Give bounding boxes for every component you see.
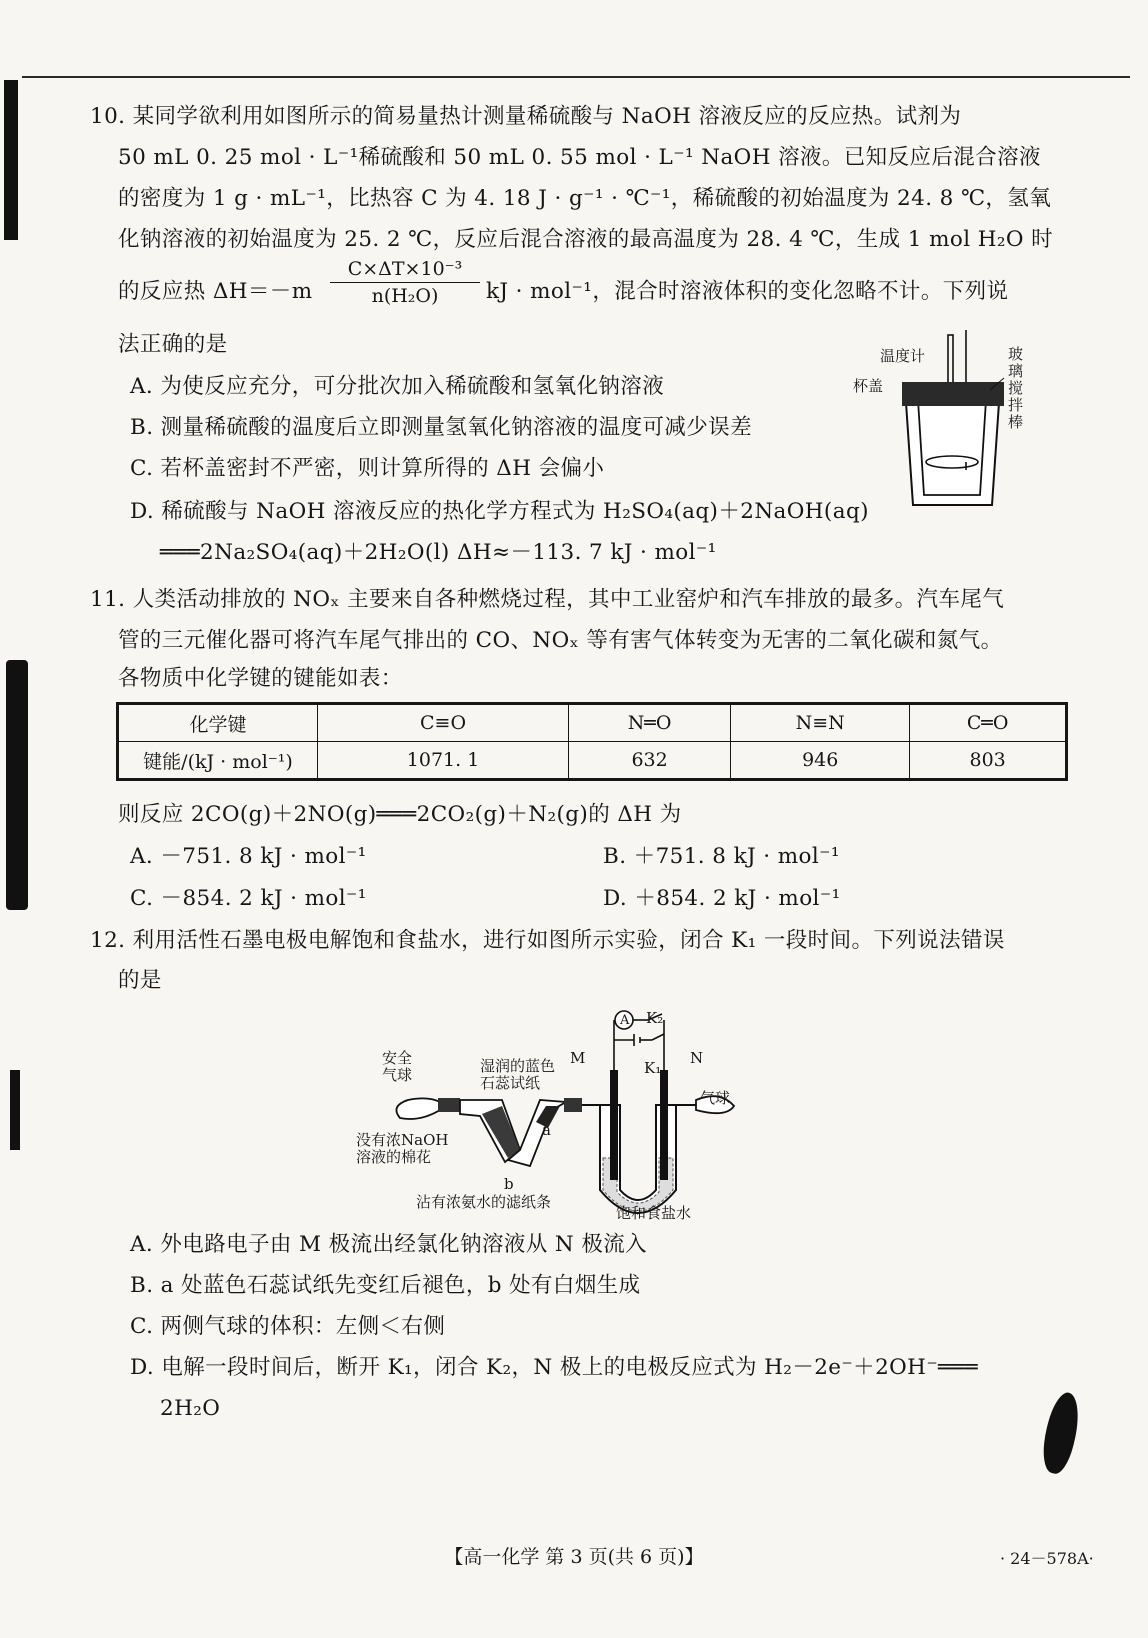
- safety-balloon-label: 安全气球: [382, 1049, 413, 1084]
- switch-k2-label: K₂: [646, 1009, 664, 1027]
- scan-edge-mark-lower: [10, 1070, 20, 1150]
- q10-option-b: B. 测量稀硫酸的温度后立即测量氢氧化钠溶液的温度可减少误差: [130, 415, 752, 440]
- electrolysis-drawing: [390, 1010, 750, 1220]
- q10-formula-numerator: C×ΔT×10⁻³: [347, 258, 463, 280]
- scan-edge-mark-middle: [6, 660, 28, 910]
- q11-option-d: D. ＋854. 2 kJ · mol⁻¹: [603, 886, 841, 911]
- row-label-cell: 键能/(kJ · mol⁻¹): [119, 742, 318, 779]
- value-cell: 632: [569, 742, 731, 779]
- label-b: b: [504, 1175, 514, 1193]
- value-cell: 803: [910, 742, 1066, 779]
- q11-option-b: B. ＋751. 8 kJ · mol⁻¹: [603, 844, 840, 869]
- page-footer: 【高一化学 第 3 页(共 6 页)】: [444, 1546, 704, 1568]
- stirrer-label: 玻璃搅拌棒: [1008, 345, 1024, 431]
- bond-energy-table: [118, 704, 1066, 779]
- label-a: a: [542, 1121, 551, 1139]
- q11-line-2: 管的三元催化器可将汽车尾气排出的 CO、NOₓ 等有害气体转变为无害的二氧化碳和氮气。: [118, 628, 1003, 653]
- q10-formula-fraction: [330, 258, 480, 307]
- header-cell: N═O: [569, 705, 731, 742]
- q12-option-c: C. 两侧气球的体积：左侧＜右侧: [130, 1314, 446, 1339]
- q11-option-a: A. －751. 8 kJ · mol⁻¹: [130, 844, 367, 869]
- q12-option-b: B. a 处蓝色石蕊试纸先变红后褪色，b 处有白烟生成: [130, 1273, 641, 1298]
- q11-line-1: 11. 人类活动排放的 NOₓ 主要来自各种燃烧过程，其中工业窑炉和汽车排放的最多。汽车尾气: [90, 587, 1005, 612]
- litmus-label: 湿润的蓝色石蕊试纸: [480, 1057, 556, 1092]
- q10-option-a: A. 为使反应充分，可分批次加入稀硫酸和氢氧化钠溶液: [130, 374, 665, 399]
- q10-line-1: 10. 某同学欲利用如图所示的简易量热计测量稀硫酸与 NaOH 溶液反应的反应热。试剂为: [90, 104, 962, 129]
- scan-edge-mark-top: [4, 80, 18, 240]
- cotton-label: 没有浓NaOH溶液的棉花: [356, 1131, 449, 1166]
- balloon-label: 气球: [700, 1089, 731, 1107]
- q11-question: 则反应 2CO(g)＋2NO(g)═══2CO₂(g)＋N₂(g)的 ΔH 为: [118, 802, 682, 827]
- q12-line-1: 12. 利用活性石墨电极电解饱和食盐水，进行如图所示实验，闭合 K₁ 一段时间。下列说法错误: [90, 928, 1005, 953]
- header-cell: N≡N: [731, 705, 910, 742]
- fraction-bar: [330, 282, 480, 283]
- q12-option-d: D. 电解一段时间后，断开 K₁，闭合 K₂，N 极上的电极反应式为 H₂－2e⁻＋2OH⁻═══: [130, 1355, 979, 1380]
- table-header-row: [119, 705, 1066, 742]
- q10-formula-denominator: n(H₂O): [371, 285, 439, 307]
- header-cell: C≡O: [318, 705, 569, 742]
- q12-option-a: A. 外电路电子由 M 极流出经氯化钠溶液从 N 极流入: [130, 1232, 648, 1257]
- q11-option-c: C. －854. 2 kJ · mol⁻¹: [130, 886, 367, 911]
- q10-stem-end: 法正确的是: [118, 332, 228, 357]
- table-row: [119, 742, 1066, 779]
- scan-border-line: [22, 76, 1130, 78]
- scan-ink-blot: [1037, 1390, 1086, 1477]
- electrode-m-label: M: [570, 1049, 586, 1067]
- q10-line-4: 化钠溶液的初始温度为 25. 2 ℃，反应后混合溶液的最高温度为 28. 4 ℃，生成 1 mol H₂O 时: [118, 227, 1054, 252]
- ammeter-label: A: [620, 1013, 630, 1028]
- q10-option-d-equation: ═══2Na₂SO₄(aq)＋2H₂O(l) ΔH≈－113. 7 kJ · mol⁻¹: [160, 540, 717, 565]
- value-cell: 946: [731, 742, 910, 779]
- header-cell: 化学键: [119, 705, 318, 742]
- q10-option-d: D. 稀硫酸与 NaOH 溶液反应的热化学方程式为 H₂SO₄(aq)＋2NaOH(aq): [130, 499, 869, 524]
- exam-code: · 24－578A·: [1000, 1549, 1094, 1568]
- brine-label: 饱和食盐水: [616, 1204, 692, 1222]
- q10-option-c: C. 若杯盖密封不严密，则计算所得的 ΔH 会偏小: [130, 456, 605, 481]
- electrode-n-label: N: [690, 1049, 704, 1067]
- thermometer-label: 温度计: [880, 347, 926, 365]
- q10-formula-prefix: 的反应热 ΔH＝－m: [118, 279, 313, 304]
- q11-line-3: 各物质中化学键的键能如表：: [118, 666, 403, 691]
- paper-strip-label: 沾有浓氨水的滤纸条: [416, 1193, 552, 1211]
- q12-option-d-continued: 2H₂O: [160, 1396, 221, 1421]
- header-cell: C═O: [910, 705, 1066, 742]
- value-cell: 1071. 1: [318, 742, 569, 779]
- q10-formula-suffix: kJ · mol⁻¹，混合时溶液体积的变化忽略不计。下列说: [486, 279, 1009, 304]
- lid-label: 杯盖: [853, 377, 884, 395]
- switch-k1-label: K₁: [644, 1059, 662, 1077]
- q10-line-2: 50 mL 0. 25 mol · L⁻¹稀硫酸和 50 mL 0. 55 mol · L⁻¹ NaOH 溶液。已知反应后混合溶液: [118, 145, 1041, 170]
- q12-line-2: 的是: [118, 968, 162, 993]
- q10-line-3: 的密度为 1 g · mL⁻¹，比热容 C 为 4. 18 J · g⁻¹ · ℃⁻¹，稀硫酸的初始温度为 24. 8 ℃，氢氧: [118, 186, 1052, 211]
